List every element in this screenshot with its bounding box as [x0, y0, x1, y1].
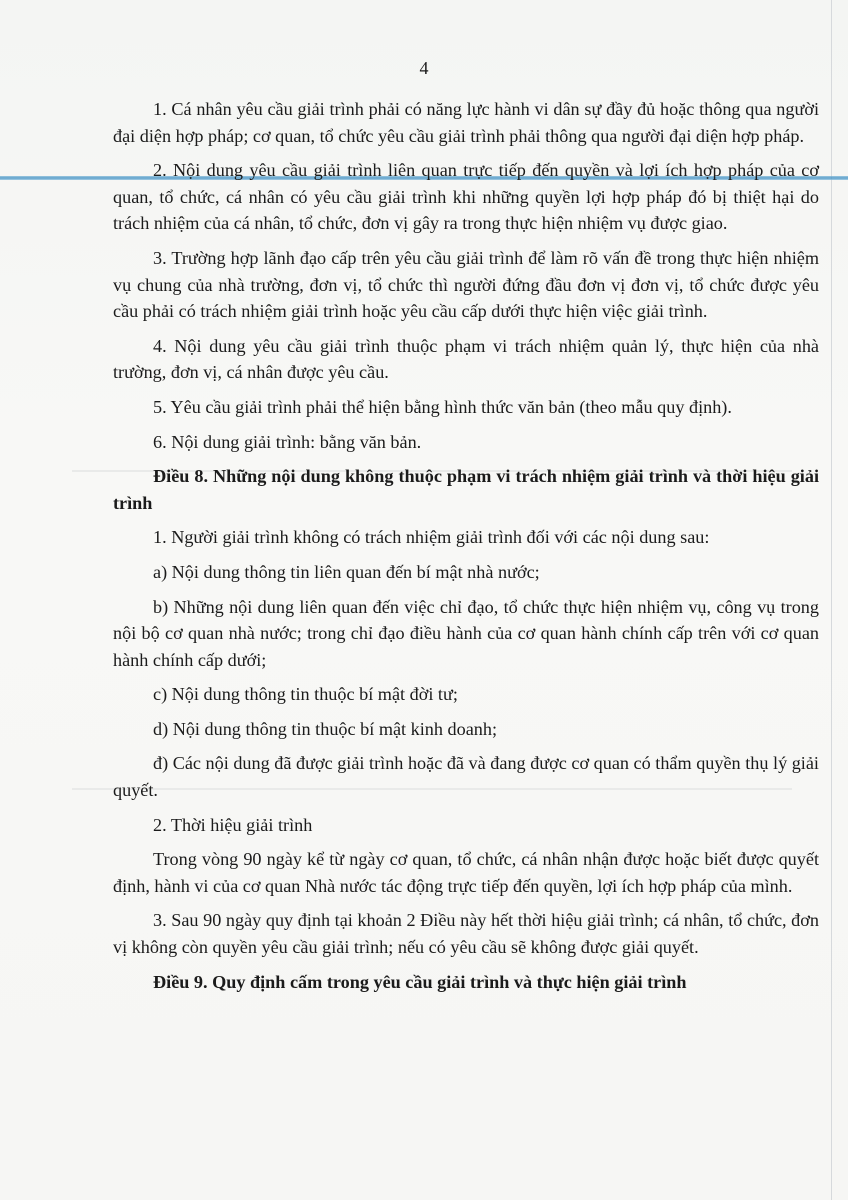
article-heading: Điều 9. Quy định cấm trong yêu cầu giải trình và thực hiện giải trình [153, 971, 687, 992]
paragraph: d) Nội dung thông tin thuộc bí mật kinh doanh; [153, 718, 498, 739]
document-body [113, 96, 819, 1003]
page-number: 4 [419, 58, 429, 78]
paragraph: c) Nội dung thông tin thuộc bí mật đời tư; [153, 684, 458, 705]
paragraph: 1. Người giải trình không có trách nhiệm giải trình đối với các nội dung sau: [153, 527, 710, 548]
paragraph: a) Nội dung thông tin liên quan đến bí mật nhà nước; [153, 561, 540, 582]
page-edge [831, 0, 832, 1200]
paragraph: 4. Nội dung yêu cầu giải trình thuộc phạm vi trách nhiệm quản lý, thực hiện của nhà trường, đơn vị, cá nhân được yêu cầu. [113, 335, 819, 383]
paragraph: 6. Nội dung giải trình: bằng văn bản. [153, 431, 422, 452]
paragraph: 1. Cá nhân yêu cầu giải trình phải có năng lực hành vi dân sự đầy đủ hoặc thông qua người đại diện hợp pháp; cơ quan, tổ chức yêu cầu giải trình phải thông qua người đại diện hợp pháp. [113, 99, 819, 146]
article-heading: Điều 8. Những nội dung không thuộc phạm vi trách nhiệm giải trình và thời hiệu giải trình [113, 466, 819, 513]
paragraph: Trong vòng 90 ngày kể từ ngày cơ quan, tổ chức, cá nhân nhận được hoặc biết được quyết định, hành vi của cơ quan Nhà nước tác động trực tiếp đến quyền, lợi ích hợp pháp của mình. [113, 849, 819, 896]
paragraph: 5. Yêu cầu giải trình phải thể hiện bằng hình thức văn bản (theo mẫu quy định). [153, 396, 732, 417]
paragraph: 3. Sau 90 ngày quy định tại khoản 2 Điều này hết thời hiệu giải trình; cá nhân, tổ chức, đơn vị không còn quyền yêu cầu giải trình; nếu có yêu cầu sẽ không được giải quyết. [113, 910, 819, 958]
paragraph: đ) Các nội dung đã được giải trình hoặc đã và đang được cơ quan có thẩm quyền thụ lý giải quyết. [113, 753, 819, 801]
paragraph: 2. Thời hiệu giải trình [153, 814, 313, 835]
paragraph: 3. Trường hợp lãnh đạo cấp trên yêu cầu giải trình để làm rõ vấn đề trong thực hiện nhiệm vụ chung của nhà trường, đơn vị, tổ chức thì người đứng đầu đơn vị đơn vị, tổ chức được yêu cầu phải có trách nhiệm giải trình hoặc yêu cầu cấp dưới thực hiện việc giải trình. [113, 247, 819, 322]
paragraph: 2. Nội dung yêu cầu giải trình liên quan trực tiếp đến quyền và lợi ích hợp pháp của cơ quan, tổ chức, cá nhân có yêu cầu giải trình khi những quyền lợi hợp pháp đó bị thiệt hại do trách nhiệm của cá nhân, tổ chức, đơn vị gây ra trong thực hiện nhiệm vụ được giao. [113, 160, 819, 234]
paragraph: b) Những nội dung liên quan đến việc chỉ đạo, tổ chức thực hiện nhiệm vụ, công vụ trong nội bộ cơ quan nhà nước; trong chỉ đạo điều hành của cơ quan hành chính cấp trên với cơ quan hành chính cấp dưới; [113, 596, 819, 670]
